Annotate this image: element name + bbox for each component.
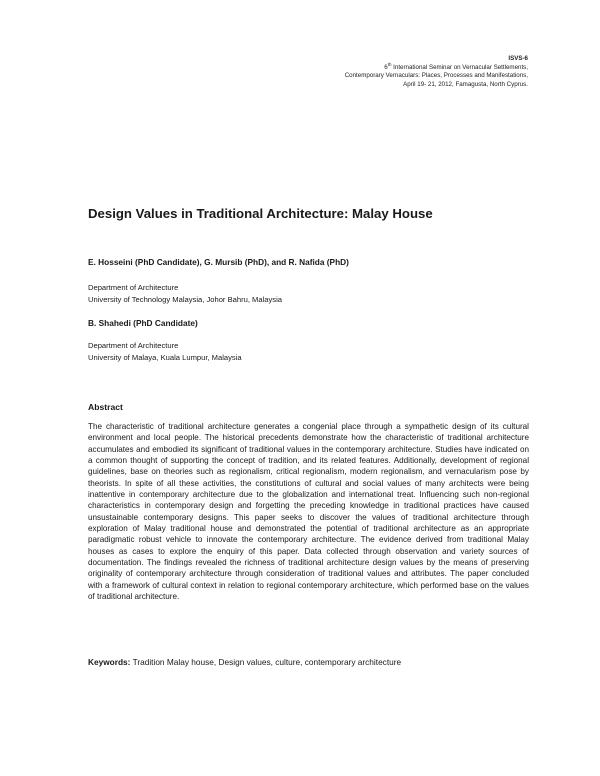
- affiliation-1: [88, 282, 282, 305]
- abstract-heading: Abstract: [88, 402, 123, 412]
- seminar-theme: Contemporary Vernaculars: Places, Processes and Manifestations,: [344, 72, 528, 80]
- seminar-dates-place: April 19- 21, 2012, Famagusta, North Cyprus.: [403, 80, 528, 88]
- seminar-ordinal: th: [387, 61, 392, 67]
- seminar-name: International Seminar on Vernacular Settlements,: [391, 63, 528, 71]
- keywords-text: Tradition Malay house, Design values, culture, contemporary architecture: [130, 657, 402, 667]
- affiliation-2: [88, 340, 242, 363]
- affiliation-2-institution: University of Malaya, Kuala Lumpur, Malaysia: [88, 352, 242, 362]
- affiliation-1-department: Department of Architecture: [88, 283, 179, 292]
- author-list-1: E. Hosseini (PhD Candidate), G. Mursib (PhD), and R. Nafida (PhD): [88, 257, 349, 267]
- affiliation-2-department: Department of Architecture: [88, 341, 179, 350]
- keywords-label: Keywords:: [88, 657, 131, 667]
- conference-code: ISVS-6: [508, 55, 528, 62]
- paper-title: Design Values in Traditional Architecture: Malay House: [88, 206, 433, 221]
- seminar-number: 6: [384, 63, 388, 71]
- seminar-line: [345, 61, 528, 73]
- keywords: [88, 657, 401, 667]
- conference-header: [345, 55, 528, 89]
- affiliation-1-institution: University of Technology Malaysia, Johor Bahru, Malaysia: [88, 294, 283, 304]
- author-list-2: B. Shahedi (PhD Candidate): [88, 318, 198, 328]
- abstract-body: The characteristic of traditional architecture generates a congenial place through a sympathetic design of its cultural environment and local people. The historical precedents demonstrate how the characteristic of traditional architecture accumulates and embodied its significant of traditional values in the contemporary architecture. Studies have indicated on a common thought of supporting the concept of tradition, and its related features. Additionally, development of regional guidelines, base on theories such as regionalism, critical regionalism, modern regionalism, and vernacularism pose by theorists. In spite of all these activities, the constitutions of cultural and social values of many architects were being inattentive in contemporary architecture due to the globalization and international treat. Influencing such non-regional characteristics in contemporary design and forgetting the preceding knowledge in traditional practices have caused unsustainable contemporary designs. This paper seeks to discover the values of traditional architecture through exploration of Malay traditional house and demonstrated the potential of traditional architecture as an appropriate paradigmatic robust vehicle to innovate the contemporary architecture. The evidence derived from traditional Malay houses as cases to explore the enquiry of this paper. Data collected through observation and variety sources of documentation. The findings revealed the richness of traditional architecture design values by the means of preserving originality of contemporary architecture through consideration of traditional values and attributes. The paper concluded with a framework of cultural context in relation to regional contemporary architecture, which performed base on the values of traditional architecture.: [88, 422, 529, 602]
